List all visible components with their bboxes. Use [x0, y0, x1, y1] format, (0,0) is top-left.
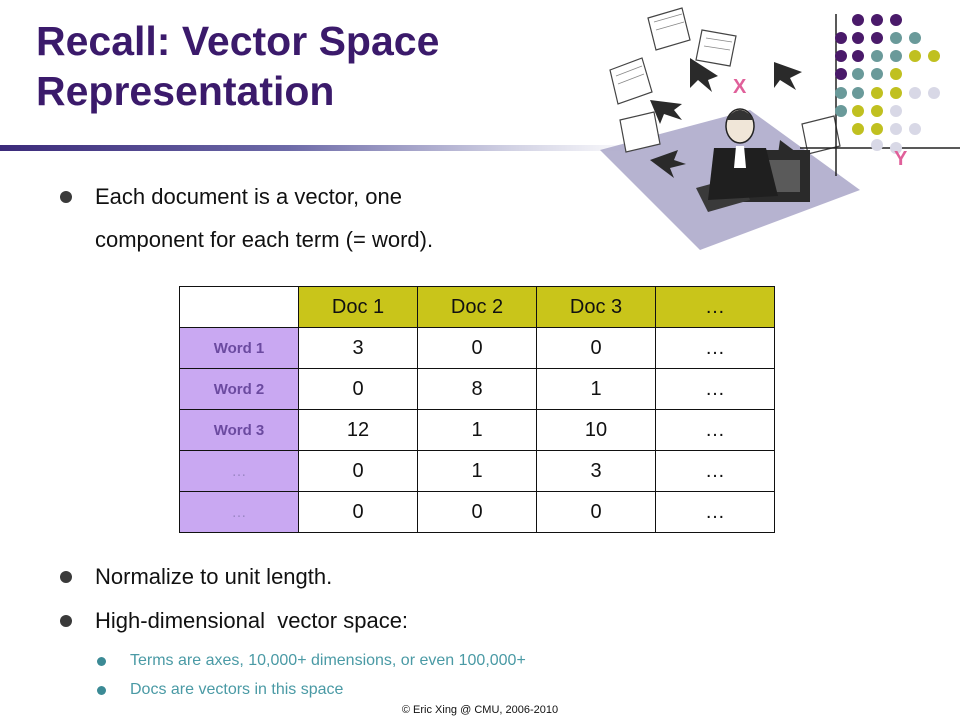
- table-cell: 8: [418, 369, 537, 410]
- table-cell: 1: [537, 369, 656, 410]
- column-header-doc-2: Doc 2: [418, 287, 537, 328]
- table-cell: 0: [299, 451, 418, 492]
- table-cell: 0: [418, 328, 537, 369]
- bullet-text: Normalize to unit length.: [95, 564, 333, 589]
- column-header-more: …: [656, 287, 775, 328]
- table-cell: …: [656, 369, 775, 410]
- sub-bullet-dot: [97, 657, 106, 666]
- slide-title: Recall: Vector Space Representation: [36, 18, 440, 114]
- term-document-matrix: [179, 286, 775, 533]
- table-cell: 1: [418, 451, 537, 492]
- table-row: [180, 369, 775, 410]
- person-at-computer-with-documents-icon: [590, 0, 960, 260]
- bullet-text-line: component for each term (= word).: [95, 227, 434, 252]
- table-cell: …: [656, 328, 775, 369]
- axis-x-label: X: [733, 76, 747, 98]
- table-cell: 3: [299, 328, 418, 369]
- table-cell: 3: [537, 451, 656, 492]
- row-header: Word 3: [180, 410, 299, 451]
- table-cell: …: [656, 492, 775, 533]
- table-cell: 0: [537, 492, 656, 533]
- bullet-dot: [60, 615, 72, 627]
- table-cell: 0: [537, 328, 656, 369]
- row-header: Word 1: [180, 328, 299, 369]
- table-cell: 0: [299, 492, 418, 533]
- sub-bullet-text: Docs are vectors in this space: [130, 681, 344, 698]
- table-row: [180, 410, 775, 451]
- row-header: Word 2: [180, 369, 299, 410]
- table-cell: 12: [299, 410, 418, 451]
- table-cell: 0: [299, 369, 418, 410]
- table-row: [180, 451, 775, 492]
- table-row: [180, 328, 775, 369]
- column-header-doc-3: Doc 3: [537, 287, 656, 328]
- row-header: …: [180, 451, 299, 492]
- bullet-dot: [60, 191, 72, 203]
- row-header: …: [180, 492, 299, 533]
- sub-bullet-text: Terms are axes, 10,000+ dimensions, or even 100,000+: [130, 652, 526, 669]
- title-underline: [0, 145, 640, 151]
- table-corner-cell: [180, 287, 299, 328]
- bullet-text-line: Each document is a vector, one: [95, 184, 402, 209]
- footer-copyright: © Eric Xing @ CMU, 2006-2010: [401, 704, 559, 716]
- sub-bullet-dot: [97, 686, 106, 695]
- table-cell: 0: [418, 492, 537, 533]
- column-header-doc-1: Doc 1: [299, 287, 418, 328]
- bullet-dot: [60, 571, 72, 583]
- table-cell: 1: [418, 410, 537, 451]
- table-cell: …: [656, 451, 775, 492]
- table-cell: …: [656, 410, 775, 451]
- table-row: [180, 492, 775, 533]
- bullet-text: High-dimensional vector space:: [95, 608, 409, 633]
- table-cell: 10: [537, 410, 656, 451]
- table-header-row: [180, 287, 775, 328]
- axis-y-label: Y: [894, 148, 908, 170]
